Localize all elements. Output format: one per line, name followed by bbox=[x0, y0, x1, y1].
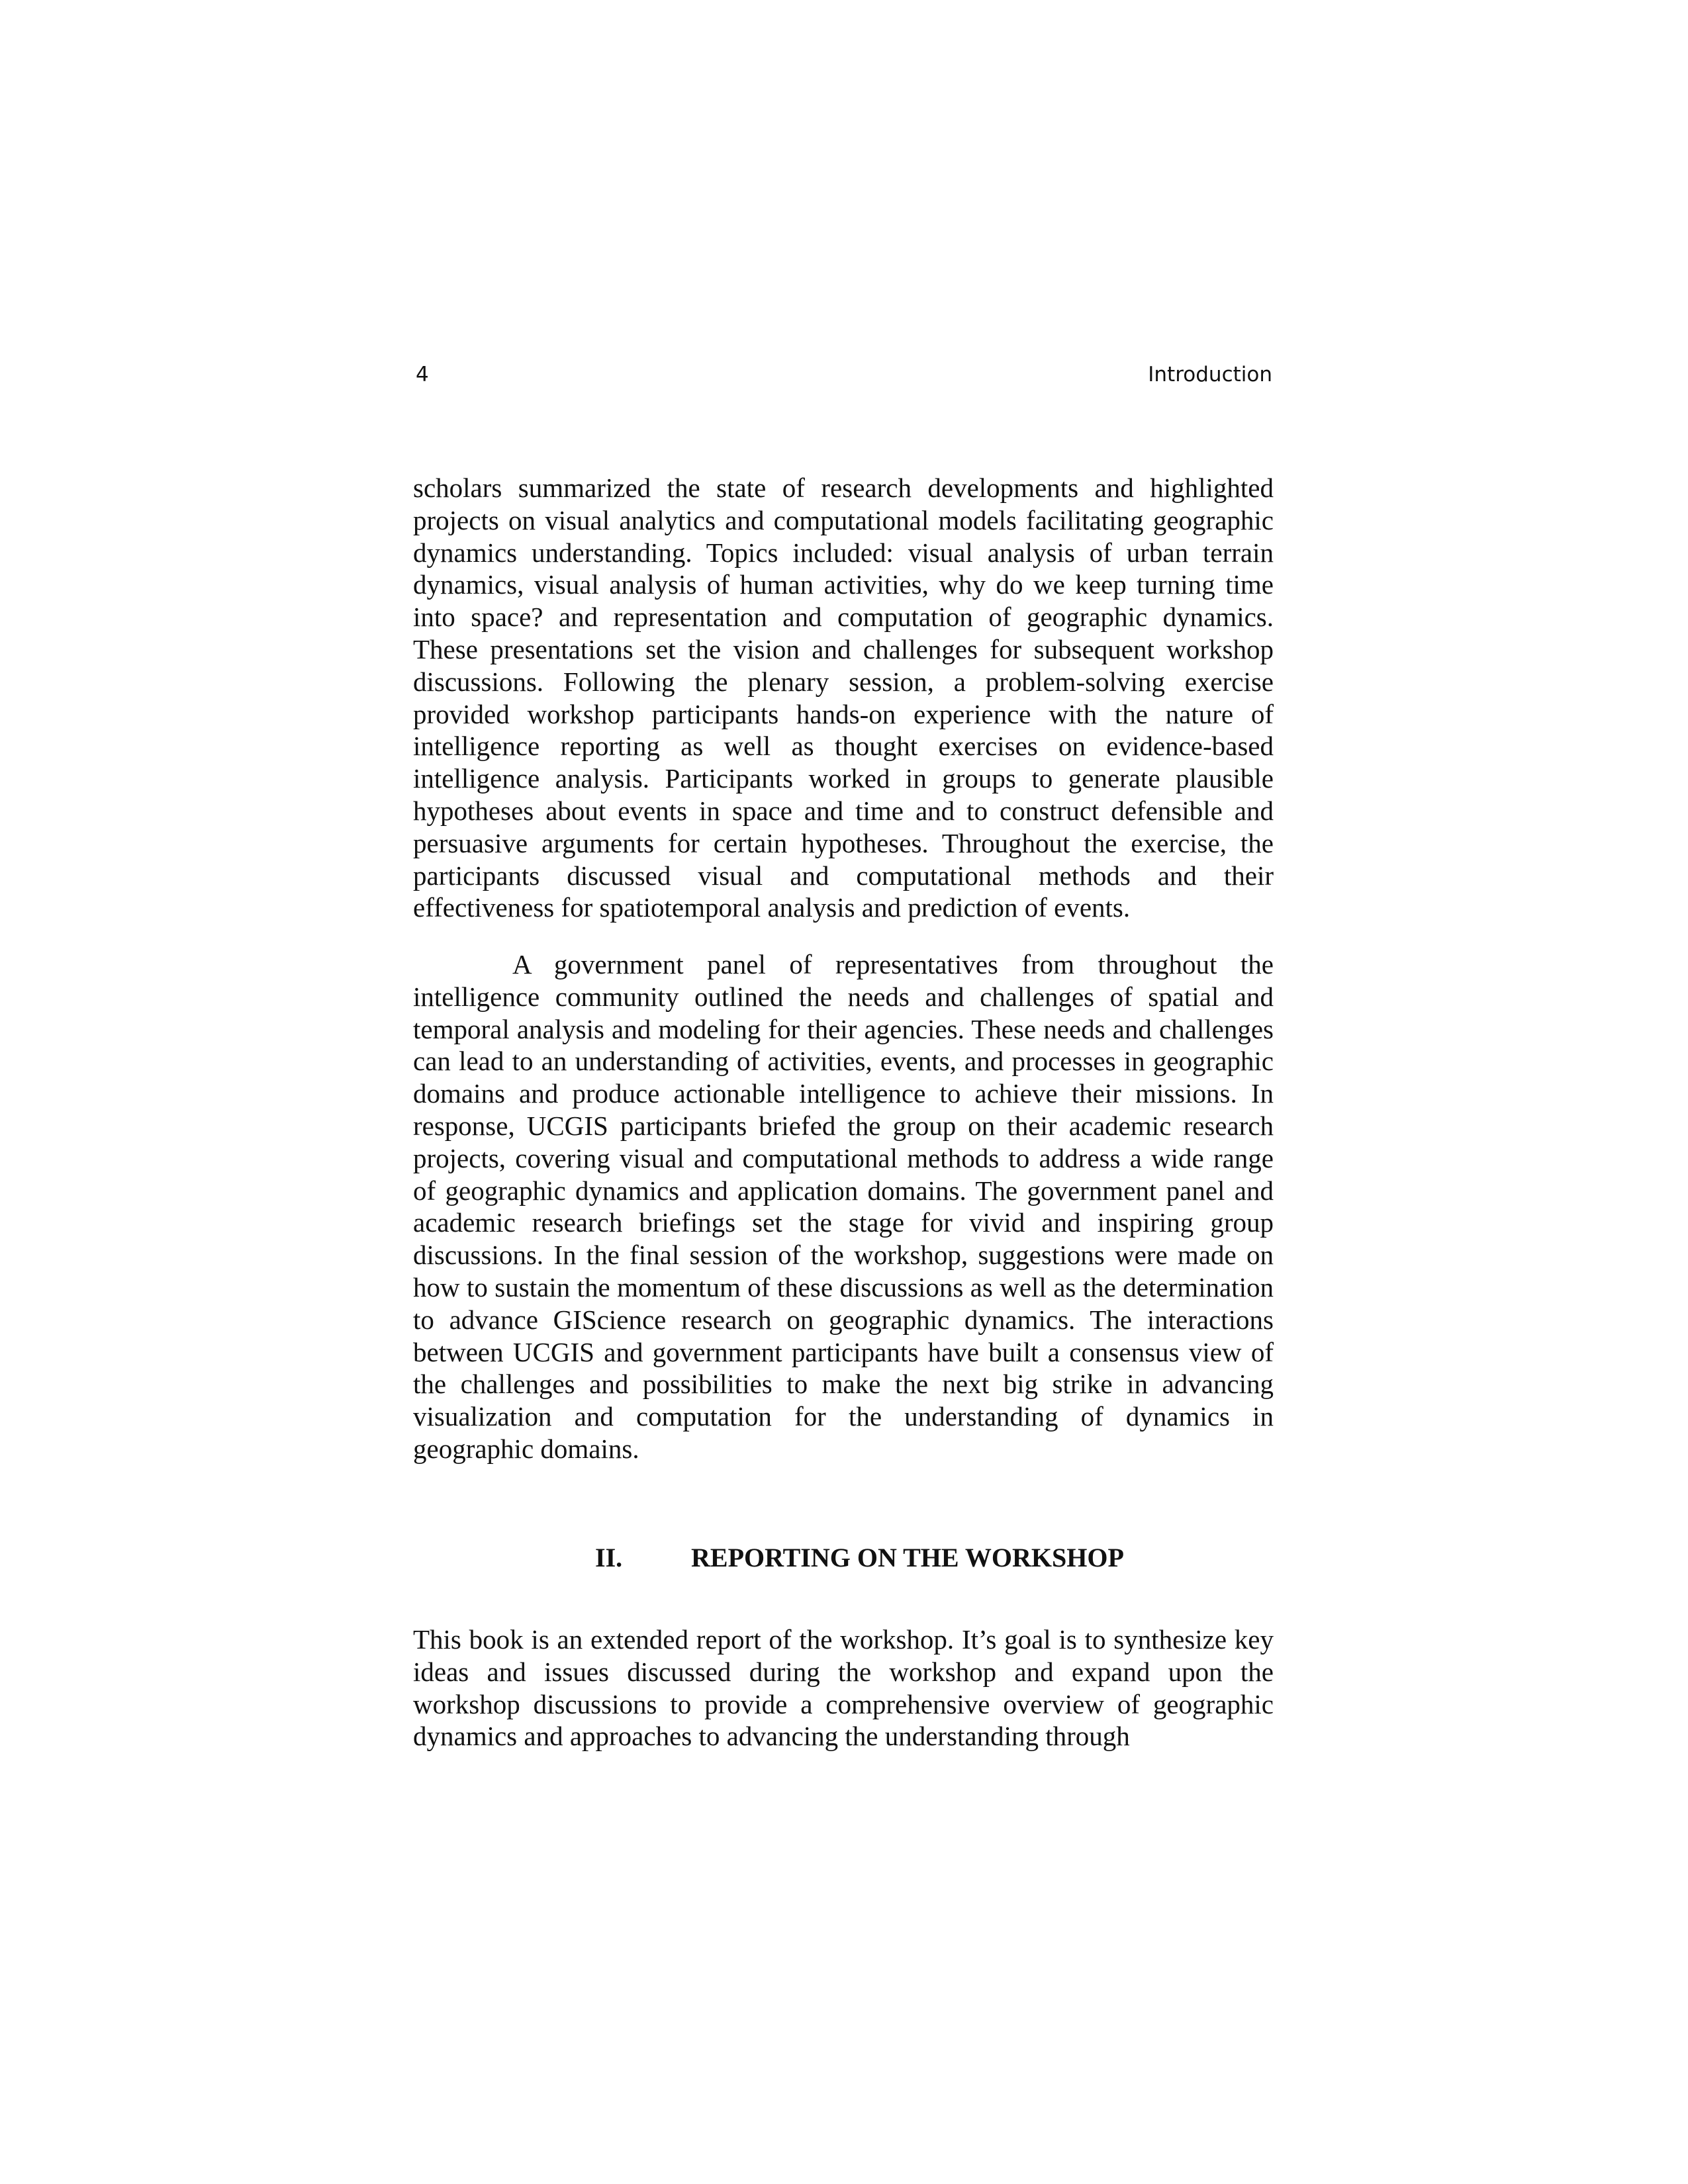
body-paragraph: scholars summarized the state of research developments and highlighted projects on visual analytics and computational models facilitating geographic dynamics understanding. Topics included: visual analysis of urban terrain dynamics, visual analysis of human activities, why do we keep turning time into space? and representation and computation of geographic dynamics. These presentations set the vision and challenges for subsequent workshop discussions. Following the plenary session, a problem-solving exercise provided workshop participants hands-on experience with the nature of intelligence reporting as well as thought exercises on evidence-based intelligence analysis. Participants worked in groups to generate plausible hypotheses about events in space and time and to construct defensible and persuasive arguments for certain hypotheses. Throughout the exercise, the participants discussed visual and computational methods and their effectiveness for spatiotemporal analysis and prediction of events. bbox=[413, 473, 1274, 923]
body-paragraph: A government panel of representatives from throughout the intelligence community outlined the needs and challenges of spatial and temporal analysis and modeling for their agencies. These needs and challenges can lead to an understanding of activities, events, and processes in geographic domains and produce actionable intelligence to achieve their missions. In response, UCGIS participants briefed the group on their academic research projects, covering visual and computational methods to address a wide range of geographic dynamics and application domains. The government panel and academic research briefings set the stage for vivid and inspiring group discussions. In the final session of the workshop, suggestions were made on how to sustain the momentum of these discussions as well as the determination to advance GIScience research on geographic dynamics. The interactions between UCGIS and government participants have built a consensus view of the challenges and possibilities to make the next big strike in advancing visualization and computation for the understanding of dynamics in geographic domains. bbox=[413, 949, 1274, 1464]
section-number: II. bbox=[595, 1543, 623, 1572]
running-title: Introduction bbox=[1148, 363, 1272, 387]
section-title: REPORTING ON THE WORKSHOP bbox=[691, 1543, 1124, 1572]
page-number: 4 bbox=[416, 363, 429, 387]
body-paragraph: This book is an extended report of the workshop. It’s goal is to synthesize key ideas and issues discussed during the workshop and expand upon the workshop discussions to provide a comprehensive overview of geographic dynamics and approaches to advancing the understanding through bbox=[413, 1624, 1274, 1752]
running-header bbox=[412, 363, 1274, 396]
